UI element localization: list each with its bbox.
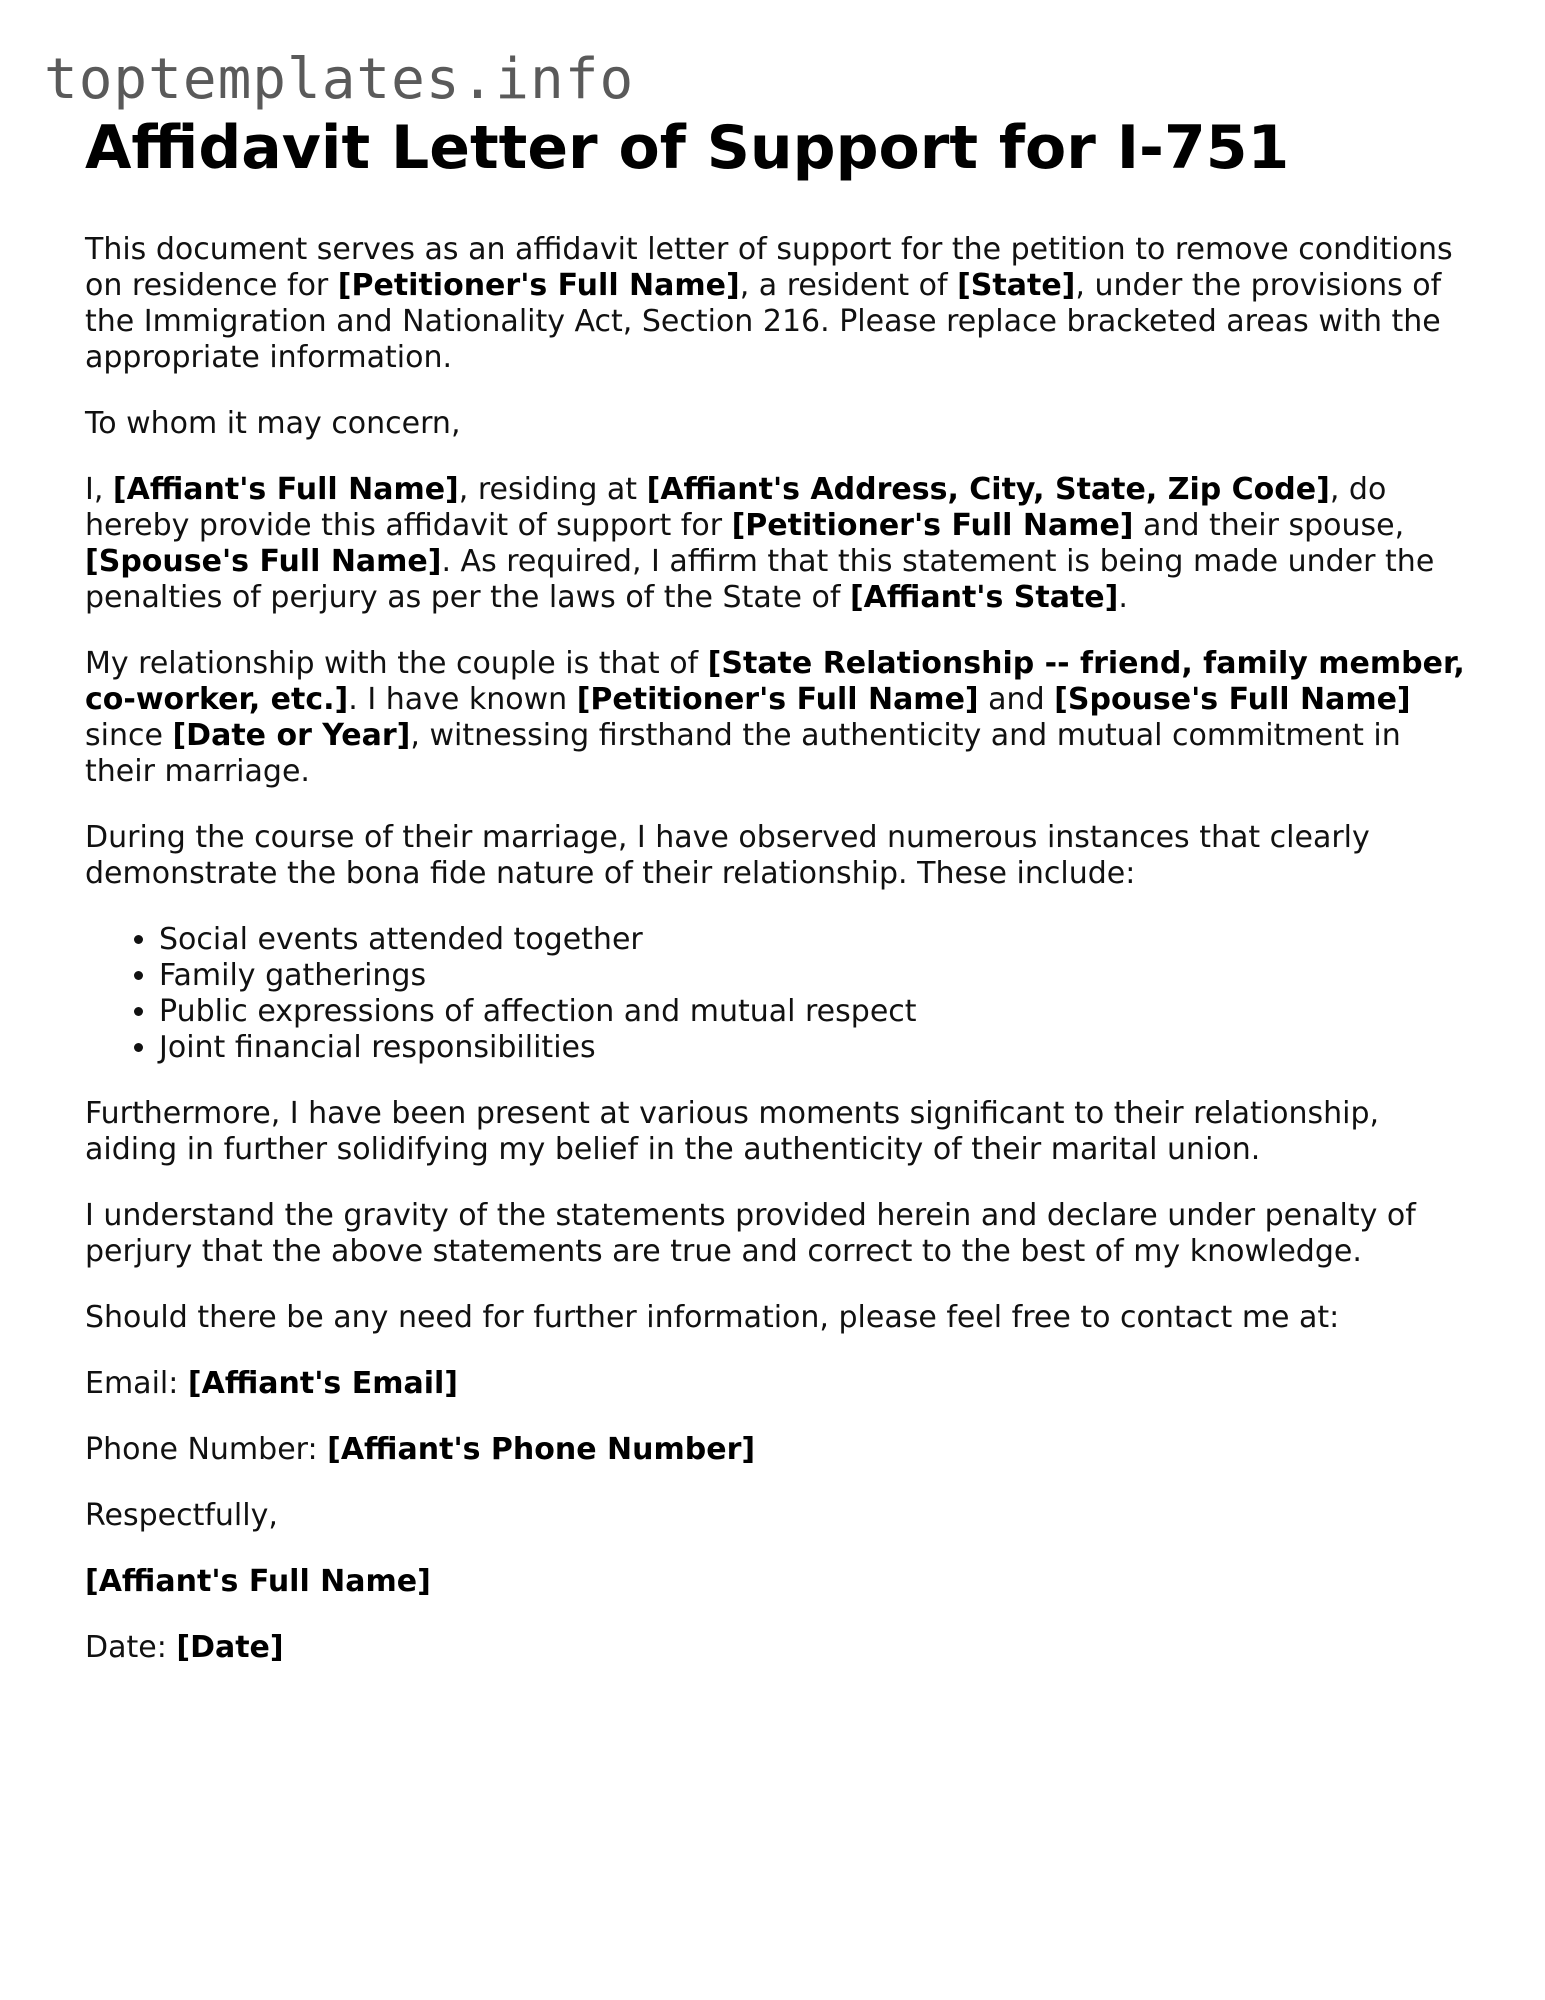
affiant-text-1: I, [85, 472, 113, 507]
relationship-text-1: My relationship with the couple is that of [85, 646, 708, 681]
intro-text-2: , a resident of [739, 268, 958, 303]
document-page [85, 108, 1465, 1696]
affiant-text-2: , residing at [458, 472, 647, 507]
closing: Respectfully, [85, 1498, 278, 1533]
intro-text-1: This document serves as an affidavit letter of support for the petition to remove conditions on residence for [85, 232, 1453, 303]
petitioner-name-placeholder: [Petitioner's Full Name] [576, 682, 979, 717]
date-label: Date: [85, 1630, 177, 1665]
signature-placeholder: [Affiant's Full Name] [85, 1564, 431, 1599]
intro-paragraph [85, 232, 1465, 376]
email-line [85, 1366, 1465, 1402]
affiant-address-placeholder: [Affiant's Address, City, State, Zip Code] [646, 472, 1330, 507]
relationship-text-4: since [85, 718, 173, 753]
contact-intro-paragraph: Should there be any need for further information, please feel free to contact me at: [85, 1300, 1340, 1335]
watermark: toptemplates.info [44, 47, 635, 112]
date-placeholder: [Date] [176, 1630, 284, 1665]
relationship-text-5: , witnessing firsthand the authenticity and mutual commitment in their marriage. [85, 718, 1401, 789]
relationship-paragraph [85, 646, 1465, 790]
observations-paragraph: During the course of their marriage, I have observed numerous instances that clearly demonstrate the bona fide nature of their relationship. These include: [85, 820, 1370, 891]
relationship-placeholder: [State Relationship -- friend, family member, co-worker, etc.] [85, 646, 1465, 717]
spouse-name-placeholder: [Spouse's Full Name] [1054, 682, 1411, 717]
petitioner-name-placeholder: [Petitioner's Full Name] [731, 508, 1134, 543]
affiant-paragraph [85, 472, 1465, 616]
affiant-name-placeholder: [Affiant's Full Name] [112, 472, 459, 507]
email-label: Email: [85, 1366, 188, 1401]
affiant-text-3: , do hereby provide this affidavit of support for [85, 472, 1387, 543]
document-title: Affidavit Letter of Support for I-751 [85, 113, 1290, 183]
phone-line [85, 1432, 1465, 1468]
petitioner-name-placeholder: [Petitioner's Full Name] [337, 268, 740, 303]
declaration-paragraph: I understand the gravity of the statements provided herein and declare under penalty of perjury that the above statements are true and correct to the best of my knowledge. [85, 1198, 1416, 1269]
list-item: • Joint financial responsibilities [159, 1030, 1465, 1066]
affiant-text-5: . As required, I affirm that this statement is being made under the penalties of perjury as per the laws of the State of [85, 544, 1435, 615]
furthermore-paragraph: Furthermore, I have been present at various moments significant to their relationship, aiding in further solidifying my belief in the authenticity of their marital union. [85, 1096, 1380, 1167]
list-item: • Public expressions of affection and mutual respect [159, 994, 1465, 1030]
date-line [85, 1630, 1465, 1666]
signature-line [85, 1564, 1465, 1600]
relationship-text-3: and [978, 682, 1055, 717]
salutation: To whom it may concern, [85, 406, 461, 441]
email-placeholder: [Affiant's Email] [187, 1366, 458, 1401]
affiant-text-4: and their spouse, [1133, 508, 1405, 543]
affiant-text-6: . [1118, 580, 1128, 615]
phone-label: Phone Number: [85, 1432, 328, 1467]
state-placeholder: [State] [957, 268, 1076, 303]
intro-text-3: , under the provisions of the Immigration and Nationality Act, Section 216. Please replace bracketed areas with the appropriate information. [85, 268, 1442, 375]
date-or-year-placeholder: [Date or Year] [172, 718, 411, 753]
list-item: • Family gatherings [159, 958, 1465, 994]
affiant-state-placeholder: [Affiant's State] [849, 580, 1119, 615]
relationship-text-2: . I have known [348, 682, 577, 717]
observations-list [85, 922, 1465, 1066]
list-item: • Social events attended together [159, 922, 1465, 958]
spouse-name-placeholder: [Spouse's Full Name] [85, 544, 442, 579]
phone-placeholder: [Affiant's Phone Number] [327, 1432, 756, 1467]
